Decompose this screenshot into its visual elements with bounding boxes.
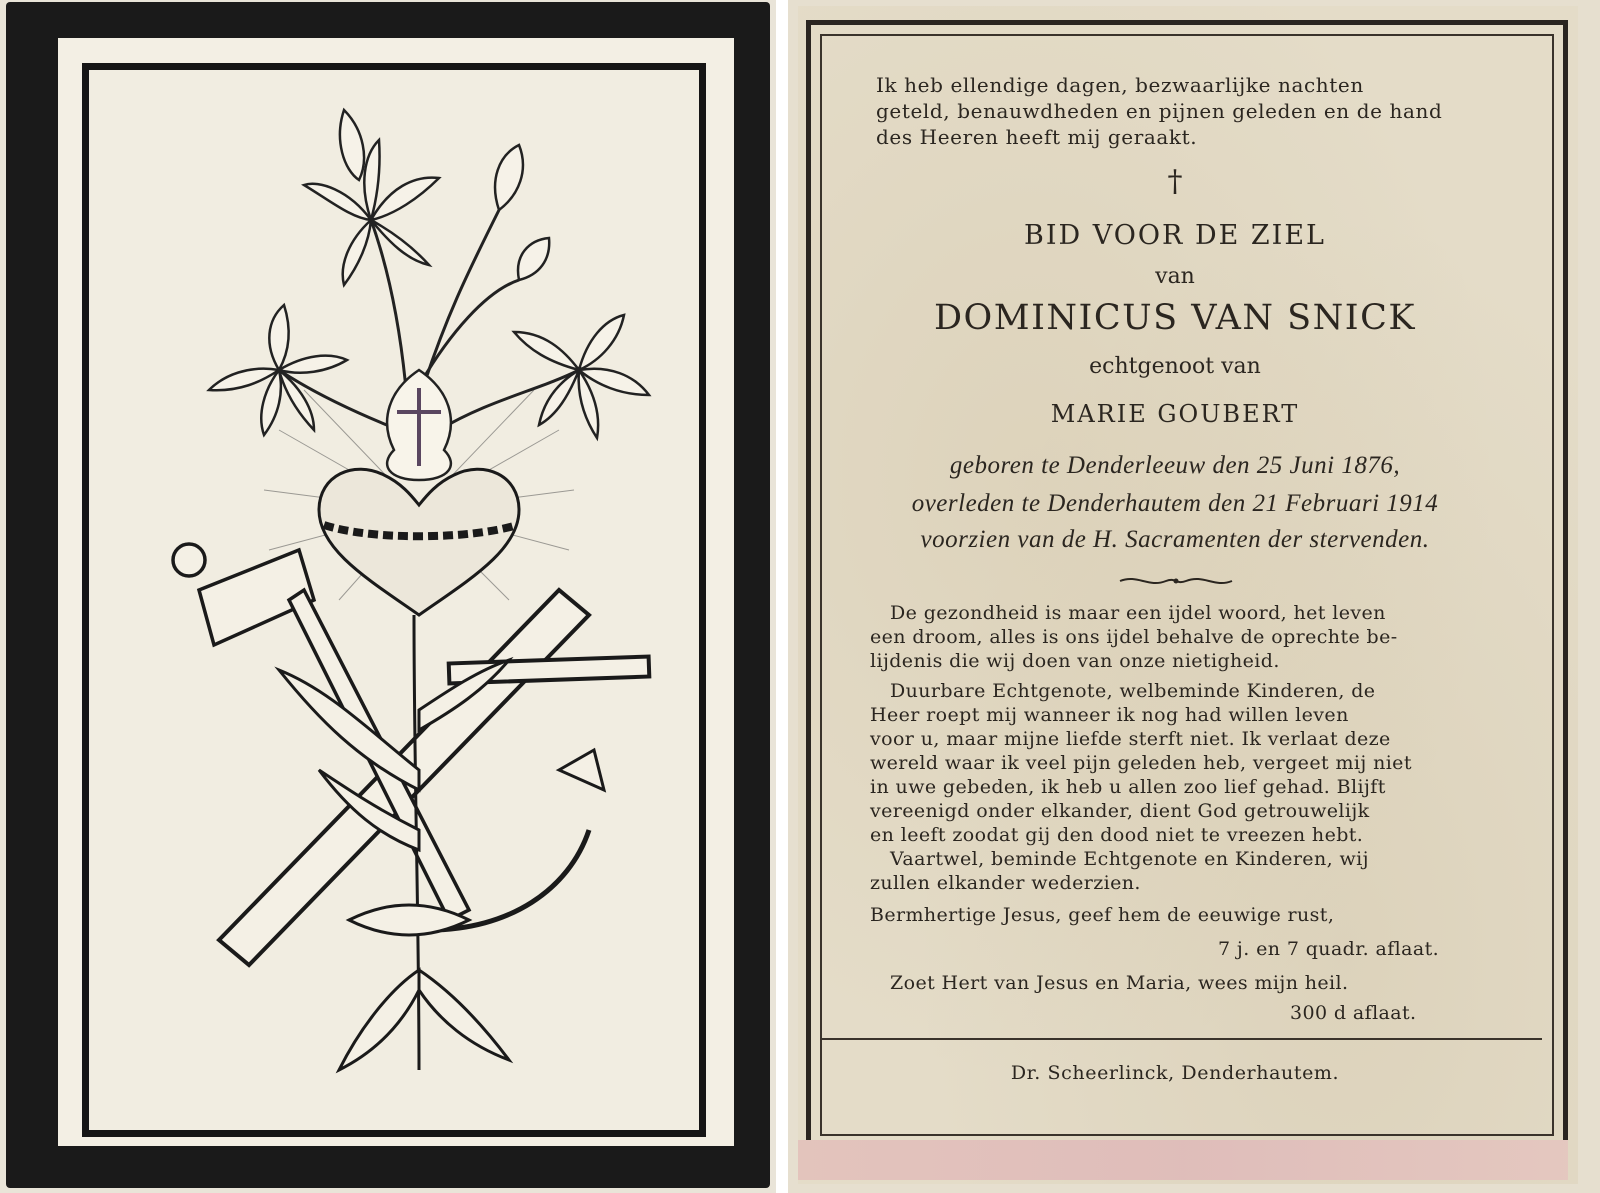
sacred-heart — [319, 469, 519, 615]
paragraph-2-line-7: en leeft zoodat gij den dood niet te vreezen hebt. — [870, 824, 1364, 846]
prayer-heading: BID VOOR DE ZIEL — [1024, 220, 1326, 251]
paragraph-2-line-1: Duurbare Echtgenote, welbeminde Kinderen, de — [890, 680, 1376, 702]
pink-stain-strip — [798, 1140, 1568, 1180]
lily-bud-top — [340, 110, 364, 180]
indulgence-2: 300 d aflaat. — [1290, 1002, 1417, 1024]
birth-line: geboren te Denderleeuw den 25 Juni 1876, — [949, 452, 1401, 479]
front-inner-frame — [82, 63, 706, 1137]
printer-credit: Dr. Scheerlinck, Denderhautem. — [1010, 1062, 1340, 1084]
mourning-border — [6, 2, 770, 1188]
epigraph-line-3: des Heeren heeft mij geraakt. — [876, 125, 1198, 149]
lily-left — [209, 305, 347, 435]
prayer-1: Bermhertige Jesus, geef hem de eeuwige rust, — [870, 904, 1335, 926]
engraving-illustration — [89, 70, 699, 1130]
anchor-fluke — [559, 750, 604, 790]
paragraph-2-line-4: wereld waar ik veel pijn geleden heb, vergeet mij niet — [870, 752, 1412, 774]
back-paper — [798, 6, 1578, 1184]
paragraph-2-line-2: Heer roept mij wanneer ik nog had willen leven — [870, 704, 1349, 726]
lily-top — [304, 140, 439, 285]
footer-divider — [822, 1038, 1542, 1040]
prayer-2: Zoet Hert van Jesus en Maria, wees mijn heil. — [890, 972, 1349, 994]
paragraph-2-line-6: vereenigd onder elkander, dient God getrouwelijk — [870, 800, 1370, 822]
lily-right — [514, 315, 649, 438]
cross-symbol: † — [1167, 164, 1183, 199]
indulgence-1: 7 j. en 7 quadr. aflaat. — [1218, 938, 1440, 960]
paragraph-2-line-8: Vaartwel, beminde Echtgenote en Kinderen, wij — [890, 848, 1369, 870]
paragraph-1-line-1: De gezondheid is maar een ijdel woord, het leven — [890, 602, 1386, 624]
back-card — [788, 0, 1600, 1193]
death-line: overleden te Denderhautem den 21 Februari 1914 — [911, 490, 1439, 517]
spouse-label: echtgenoot van — [1089, 354, 1261, 379]
sacraments-line: voorzien van de H. Sacramenten der stervenden. — [920, 526, 1430, 553]
epigraph-line-1: Ik heb ellendige dagen, bezwaarlijke nachten — [876, 73, 1364, 97]
ornament-flourish — [1118, 574, 1234, 588]
paragraph-2-line-3: voor u, maar mijne liefde sterft niet. Ik verlaat deze — [870, 728, 1391, 750]
front-paper — [58, 38, 734, 1146]
lily-bud-right-2 — [518, 238, 549, 280]
paragraph-2-line-9: zullen elkander wederzien. — [870, 872, 1141, 894]
front-card — [0, 0, 776, 1193]
spouse-name: MARIE GOUBERT — [1050, 400, 1300, 428]
paragraph-1-line-2: een droom, alles is ons ijdel behalve de oprechte be- — [870, 626, 1398, 648]
lily-bud-right-1 — [495, 145, 523, 210]
paragraph-1-line-3: lijdenis die wij doen van onze nietigheid. — [870, 650, 1280, 672]
paragraph-2-line-5: in uwe gebeden, ik heb u allen zoo lief gehad. Blijft — [870, 776, 1386, 798]
epigraph-line-2: geteld, benauwdheden en pijnen geleden en de hand — [876, 99, 1443, 123]
van-label: van — [1155, 264, 1195, 289]
deceased-name: DOMINICUS VAN SNICK — [933, 298, 1417, 338]
